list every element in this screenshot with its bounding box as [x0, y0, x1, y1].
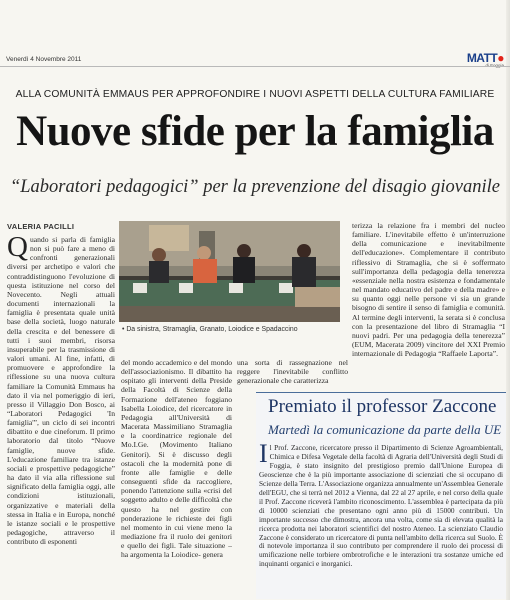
logo-wordmark: MATT — [466, 51, 498, 65]
article-column-1-text: uando si parla di famiglia non si può fare a meno di confronti generazionali diversi per archetipo e valori che contraddistinguono l'evoluzione di questa istituzione nel corso del Novecento. Negli attuali documenti internazionali la famiglia è presentata quale unità base della società, luogo naturale della crescita e del benessere di tutti i suoi membri, risorsa insuperabile per la trasmissione di valori umani. Al fine, infatti, di promuovere e approfondire la riflessione su una nuova cultura familiare la Comunità Emmaus ha dato il via nel pomeriggio di ieri, presso il Villaggio Don Bosco, ai “Laboratori Pedagogici 'In famiglia'”, un ciclo di sei incontri dibattito e due cineforum. Il primo laboratorio dal titolo “Nuove famiglie, nuove sfide. L'educazione familiare tra istanze sociali e prospettive pedagogiche” ha dato il via alla riflessione sul significato della famiglia oggi, alle condizioni istituzionali, organizzative e materiali della stessa in Italia e in Europa, nonché le istanze sociali e le prospettive pedagogiche, attraverso il contributo di esponenti — [7, 235, 115, 547]
article-subheadline: “Laboratori pedagogici” per la prevenzione del disagio giovanile — [9, 177, 501, 197]
article-column-1 — [7, 235, 115, 599]
photo-illustration — [119, 221, 340, 322]
sidebar-article-body — [259, 444, 503, 596]
article-byline: VALERIA PACILLI — [7, 222, 75, 231]
article-headline: Nuove sfide per la famiglia — [16, 108, 494, 155]
sidebar-article-subtitle: Martedì la comunicazione da parte della UE — [268, 422, 502, 437]
photo-caption: • Da sinistra, Stramaglia, Granato, Loiodice e Spadaccino — [122, 326, 298, 333]
issue-date: Venerdì 4 Novembre 2011 — [6, 56, 82, 63]
logo-dot: ● — [497, 51, 504, 65]
sidebar-article-title: Premiato il professor Zaccone — [268, 396, 497, 417]
article-photo — [119, 221, 340, 322]
article-column-3: una sorta di rassegnazione nel reggere l'inevitabile conflitto generazionale che caratterizza — [237, 358, 348, 386]
sidebar-article-text: l Prof. Zaccone, ricercatore presso il Dipartimento di Scienze Agroambientali, Chimica e Difesa Vegetale della facoltà di Agraria dell'Università degli Studi di Foggia, è stato insignito del prestigioso premio dall'Unione Europea di Geoscienze che è la più importante associazione di scienziati che si occupano di Scienze della Terra. L'Associazione organizza annualmente un'Assemblea Generale dell'EGU, che si terrà nel 2012 a Vienna, dal 22 al 27 aprile, e nel corso della quale il Prof. Zaccone riceverà l'ambito riconoscimento. L'assemblea è partecipata da più di 10000 scienziati che presentano ogni anno più di 15000 contributi. Un importante successo che dimostra, ancora una volta, come sia di elevata qualità la ricerca prodotta nei laboratori scientifici del nostro Ateneo. La scienziato Claudio Zaccone è considerato un ricercatore di punta nell'ambito della ricerca sul Suolo. È di notevole importanza il suo contributo per comprendere il ruolo dei processi di umificazione nelle torbiere ombrotrofiche e le interazioni tra sostanze umiche ed inquinanti organici e inorganici. — [259, 444, 503, 569]
article-column-4: terizza la relazione fra i membri del nucleo familiare. L'inevitabile effetto è un'interruzione della comunicazione e inevitabilmente dell'educazione». Complementare il contributo riflessivo di Stramaglia, che si è soffermato sull'importanza della pedagogia della tenerezza «essenziale nella nostra esistenza e fondamentale nel mandato educativo del padre e della madre» e su quanto oggi nelle persone vi sia un grande bisogno di sentire il senso di famiglia e comunità. Al termine degli interventi, la serata si è conclusa con la presentazione del libro di Stramaglia “I nuovi padri. Per una pedagogia della tenerezza” (EUM, Macerata 2009) vincitore del XXI Premio internazionale di Pedagogia “Raffaele Laporta”. — [352, 221, 505, 359]
article-kicker: ALLA COMUNITÀ EMMAUS PER APPROFONDIRE I NUOVI ASPETTI DELLA CULTURA FAMILIARE — [15, 89, 495, 100]
article-column-2: del mondo accademico e del mondo dell'associazionismo. Il dibattito ha ospitato gli interventi della Preside della Facoltà di Scienze della Formazione dell'ateneo foggiano Isabella Loiodice, del ricercatore in Pedagogia all'Università di Macerata Massimiliano Stramaglia e la coordinatrice regionale del Mo.I.Ge. (Movimento Italiano Genitori). Si è discusso degli ostacoli che la modernità pone di fronte alle famiglie e delle conseguenti sfide da raccogliere, ponendo l'attenzione sulla «crisi del soggetto adulto e delle difficoltà che questo ha nel gestire con ponderazione le richieste dei figli nel momento in cui viene meno la mediazione fra il ruolo dei genitori e quello dei figli. Tale situazione – ha argomenta la Loiodice- genera — [121, 358, 232, 560]
header-rule — [0, 66, 510, 67]
article-dropcap: Q — [7, 235, 28, 263]
sidebar-article-dropcap: I — [259, 444, 268, 468]
logo-subtitle: di Foggia — [485, 63, 504, 68]
